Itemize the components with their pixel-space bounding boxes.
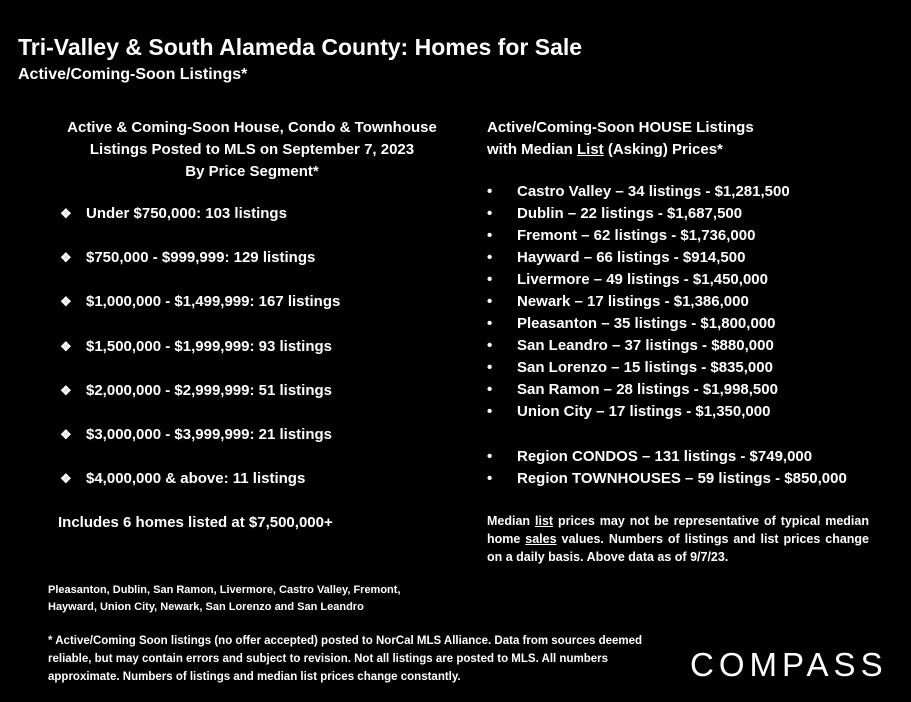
- list-item: [60, 426, 340, 470]
- type-text: Region CONDOS – 131 listings - $749,000: [517, 448, 813, 465]
- property-type-list: [487, 446, 847, 490]
- city-text: Hayward – 66 listings - $914,500: [517, 249, 746, 266]
- bullet-icon: •: [487, 227, 493, 244]
- region-cities-footnote: [48, 582, 401, 616]
- bullet-icon: •: [487, 337, 493, 354]
- city-text: Pleasanton – 35 listings - $1,800,000: [517, 315, 776, 332]
- segment-text: $1,000,000 - $1,499,999: 167 listings: [86, 293, 341, 311]
- heading-underlined-text: List: [577, 141, 604, 158]
- segment-text: $1,500,000 - $1,999,999: 93 listings: [86, 337, 332, 355]
- city-text: Livermore – 49 listings - $1,450,000: [517, 271, 768, 288]
- price-segment-heading: [48, 117, 456, 183]
- heading-text: with Median: [487, 141, 577, 158]
- list-item: [487, 446, 847, 468]
- segment-text: $3,000,000 - $3,999,999: 21 listings: [86, 425, 332, 443]
- list-item: [487, 401, 790, 423]
- page-subtitle: Active/Coming-Soon Listings*: [18, 66, 248, 83]
- city-listing-list: [487, 181, 790, 423]
- list-item: [487, 203, 790, 225]
- region-cities-line2: Hayward, Union City, Newark, San Lorenzo and San Leandro: [48, 601, 364, 613]
- price-segment-heading-line2: Listings Posted to MLS on September 7, 2023: [89, 141, 415, 158]
- note-underlined-text: sales: [525, 532, 557, 546]
- bullet-icon: •: [487, 359, 493, 376]
- price-segment-heading-line1: Active & Coming-Soon House, Condo & Townhouse: [67, 119, 437, 136]
- diamond-bullet-icon: ❖: [60, 382, 72, 398]
- bullet-icon: •: [487, 183, 493, 200]
- segment-text: $750,000 - $999,999: 129 listings: [86, 249, 316, 267]
- price-segment-list: [60, 205, 340, 514]
- list-item: [487, 379, 790, 401]
- median-price-note: [487, 512, 869, 566]
- bullet-icon: •: [487, 205, 493, 222]
- diamond-bullet-icon: ❖: [60, 206, 72, 221]
- diamond-bullet-icon: ❖: [60, 426, 72, 442]
- city-text: Newark – 17 listings - $1,386,000: [517, 293, 749, 310]
- list-item: [487, 357, 790, 379]
- diamond-bullet-icon: ❖: [60, 294, 72, 310]
- segment-text: $4,000,000 & above: 11 listings: [86, 470, 306, 488]
- list-item: [487, 291, 790, 313]
- bullet-icon: •: [487, 470, 493, 487]
- list-item: [60, 382, 340, 426]
- list-item: [487, 247, 790, 269]
- list-item: [487, 335, 790, 357]
- city-text: San Leandro – 37 listings - $880,000: [517, 337, 774, 354]
- price-segment-heading-line3: By Price Segment*: [185, 163, 319, 180]
- bullet-icon: •: [487, 448, 493, 465]
- bullet-icon: •: [487, 381, 493, 398]
- list-item: [487, 181, 790, 203]
- disclaimer: * Active/Coming Soon listings (no offer accepted) posted to NorCal MLS Alliance. Data from sources deemed reliable, but may contain errors and subject to revision. Not all listings are posted to MLS. All numbers approximate. Numbers of listings and median list prices change constantly.: [48, 635, 643, 683]
- list-item: [487, 225, 790, 247]
- bullet-icon: •: [487, 403, 493, 420]
- note-text: Median: [487, 514, 535, 528]
- segment-text: $2,000,000 - $2,999,999: 51 listings: [86, 381, 332, 399]
- list-item: [487, 313, 790, 335]
- city-text: Fremont – 62 listings - $1,736,000: [517, 227, 756, 244]
- house-listings-heading-line2: [487, 139, 754, 161]
- list-item: [487, 468, 847, 490]
- list-item: [60, 338, 340, 382]
- type-text: Region TOWNHOUSES – 59 listings - $850,000: [517, 470, 847, 487]
- bullet-icon: •: [487, 249, 493, 266]
- city-text: Union City – 17 listings - $1,350,000: [517, 403, 771, 420]
- luxury-note: Includes 6 homes listed at $7,500,000+: [58, 514, 333, 531]
- list-item: [60, 249, 340, 293]
- diamond-bullet-icon: ❖: [60, 250, 72, 266]
- page-title: Tri-Valley & South Alameda County: Homes for Sale: [18, 34, 583, 60]
- bullet-icon: •: [487, 315, 493, 332]
- city-text: San Ramon – 28 listings - $1,998,500: [517, 381, 778, 398]
- city-text: San Lorenzo – 15 listings - $835,000: [517, 359, 773, 376]
- bullet-icon: •: [487, 293, 493, 310]
- note-text: prices may not be representative of typical median home: [487, 514, 869, 546]
- house-listings-heading-line1: Active/Coming-Soon HOUSE Listings: [487, 119, 754, 136]
- list-item: [60, 470, 340, 514]
- city-text: Dublin – 22 listings - $1,687,500: [517, 205, 743, 222]
- city-text: Castro Valley – 34 listings - $1,281,500: [517, 183, 790, 200]
- note-underlined-text: list: [535, 514, 554, 528]
- note-text: values. Numbers of listings and list prices change on a daily basis. Above data as of 9/7/23.: [487, 532, 870, 564]
- diamond-bullet-icon: ❖: [60, 338, 72, 354]
- diamond-bullet-icon: ❖: [60, 471, 72, 487]
- bullet-icon: •: [487, 271, 493, 288]
- list-item: [487, 269, 790, 291]
- segment-text: Under $750,000: 103 listings: [86, 205, 287, 222]
- list-item: [60, 205, 340, 249]
- region-cities-line1: Pleasanton, Dublin, San Ramon, Livermore, Castro Valley, Fremont,: [48, 584, 401, 596]
- house-listings-heading: [487, 117, 754, 161]
- compass-logo: COMPASS: [690, 646, 888, 683]
- heading-text: (Asking) Prices*: [603, 141, 723, 158]
- list-item: [60, 293, 340, 337]
